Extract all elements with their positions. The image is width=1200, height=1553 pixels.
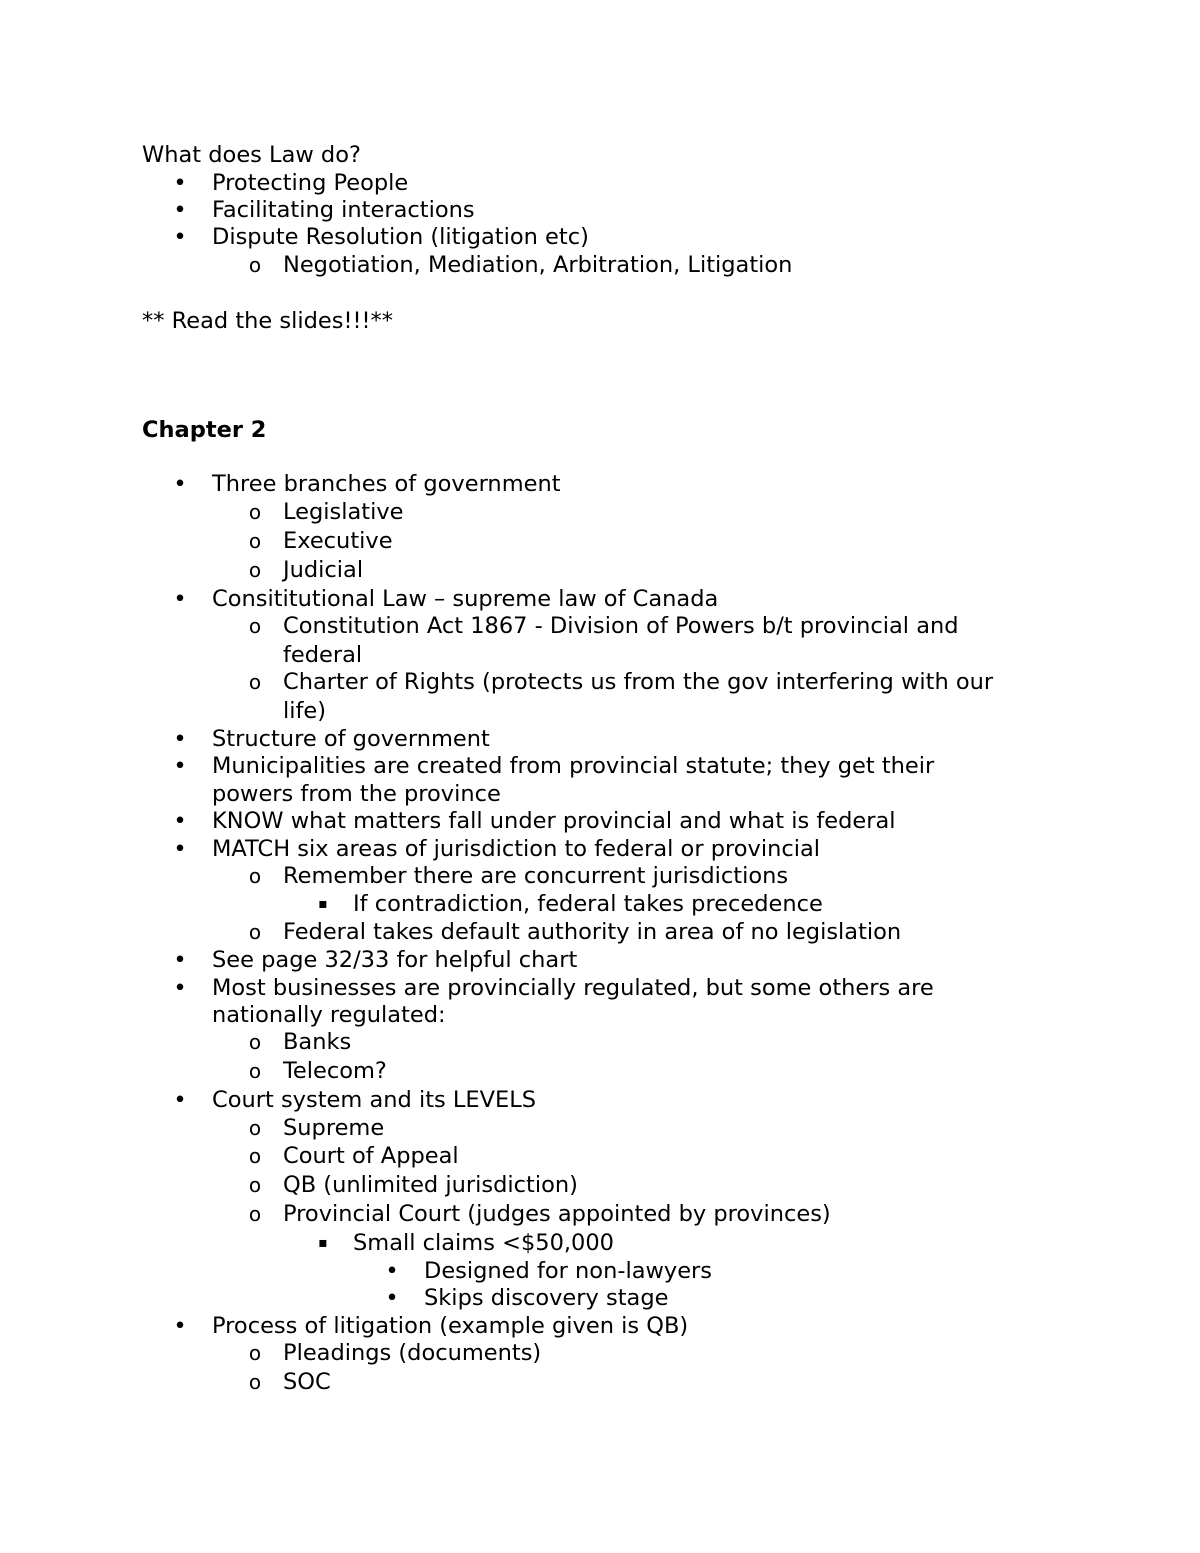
list-item: Three branches of government (212, 471, 561, 497)
bullet-marker: o (248, 1370, 262, 1394)
bullet-marker: o (248, 1144, 262, 1168)
bullet-marker: o (248, 1341, 262, 1365)
bullet-marker: o (248, 1059, 262, 1083)
list-item: Process of litigation (example given is QB) (212, 1313, 689, 1339)
list-item: Pleadings (documents) (283, 1340, 542, 1366)
list-item: Remember there are concurrent jurisdictions (283, 863, 789, 889)
list-item: Legislative (283, 499, 404, 525)
bullet-marker: • (173, 753, 187, 779)
bullet-marker: o (248, 1030, 262, 1054)
list-item: Most businesses are provincially regulated, but some others are (212, 975, 934, 1001)
bullet-marker: o (248, 614, 262, 638)
list-item: Negotiation, Mediation, Arbitration, Litigation (283, 252, 793, 278)
bullet-marker: • (173, 808, 187, 834)
list-item: Supreme (283, 1115, 385, 1141)
list-item: Court system and its LEVELS (212, 1087, 537, 1113)
slides-note: ** Read the slides!!!** (142, 308, 394, 334)
bullet-marker: • (385, 1285, 399, 1311)
list-item: Designed for non-lawyers (424, 1258, 713, 1284)
bullet-marker: o (248, 500, 262, 524)
list-item: KNOW what matters fall under provincial and what is federal (212, 808, 896, 834)
list-item-continuation: nationally regulated: (212, 1002, 446, 1028)
bullet-marker: • (173, 170, 187, 196)
list-item: Executive (283, 528, 393, 554)
bullet-marker: • (173, 836, 187, 862)
intro-heading: What does Law do? (142, 142, 361, 168)
bullet-marker: • (173, 1313, 187, 1339)
list-item: Charter of Rights (protects us from the gov interfering with our (283, 669, 994, 695)
bullet-marker: • (173, 726, 187, 752)
bullet-marker: • (173, 197, 187, 223)
bullet-marker: • (173, 586, 187, 612)
list-item-continuation: federal (283, 642, 363, 668)
bullet-marker: o (248, 920, 262, 944)
list-item: Facilitating interactions (212, 197, 475, 223)
bullet-marker: o (248, 1116, 262, 1140)
list-item: Municipalities are created from provincial statute; they get their (212, 753, 935, 779)
bullet-marker: • (173, 471, 187, 497)
list-item: Judicial (283, 557, 364, 583)
list-item: Constitution Act 1867 - Division of Powers b/t provincial and (283, 613, 959, 639)
list-item: Consititutional Law – supreme law of Canada (212, 586, 719, 612)
list-item: QB (unlimited jurisdiction) (283, 1172, 578, 1198)
list-item: Structure of government (212, 726, 490, 752)
list-item: If contradiction, federal takes precedence (353, 891, 823, 917)
list-item: Telecom? (283, 1058, 387, 1084)
list-item: MATCH six areas of jurisdiction to federal or provincial (212, 836, 821, 862)
list-item: Dispute Resolution (litigation etc) (212, 224, 589, 250)
bullet-marker: ▪ (318, 1235, 328, 1251)
bullet-marker: o (248, 670, 262, 694)
bullet-marker: • (173, 1087, 187, 1113)
list-item-continuation: life) (283, 698, 327, 724)
bullet-marker: • (173, 975, 187, 1001)
bullet-marker: ▪ (318, 896, 328, 912)
bullet-marker: o (248, 558, 262, 582)
bullet-marker: • (385, 1258, 399, 1284)
list-item: Protecting People (212, 170, 409, 196)
list-item: See page 32/33 for helpful chart (212, 947, 578, 973)
bullet-marker: o (248, 253, 262, 277)
list-item: Court of Appeal (283, 1143, 459, 1169)
bullet-marker: • (173, 947, 187, 973)
list-item: Federal takes default authority in area of no legislation (283, 919, 902, 945)
list-item: Provincial Court (judges appointed by provinces) (283, 1201, 831, 1227)
list-item-continuation: powers from the province (212, 781, 501, 807)
list-item: Banks (283, 1029, 352, 1055)
bullet-marker: o (248, 529, 262, 553)
list-item: Skips discovery stage (424, 1285, 669, 1311)
bullet-marker: o (248, 1202, 262, 1226)
bullet-marker: o (248, 864, 262, 888)
bullet-marker: o (248, 1173, 262, 1197)
bullet-marker: • (173, 224, 187, 250)
chapter-title: Chapter 2 (142, 417, 267, 443)
list-item: SOC (283, 1369, 331, 1395)
list-item: Small claims <$50,000 (353, 1230, 614, 1256)
